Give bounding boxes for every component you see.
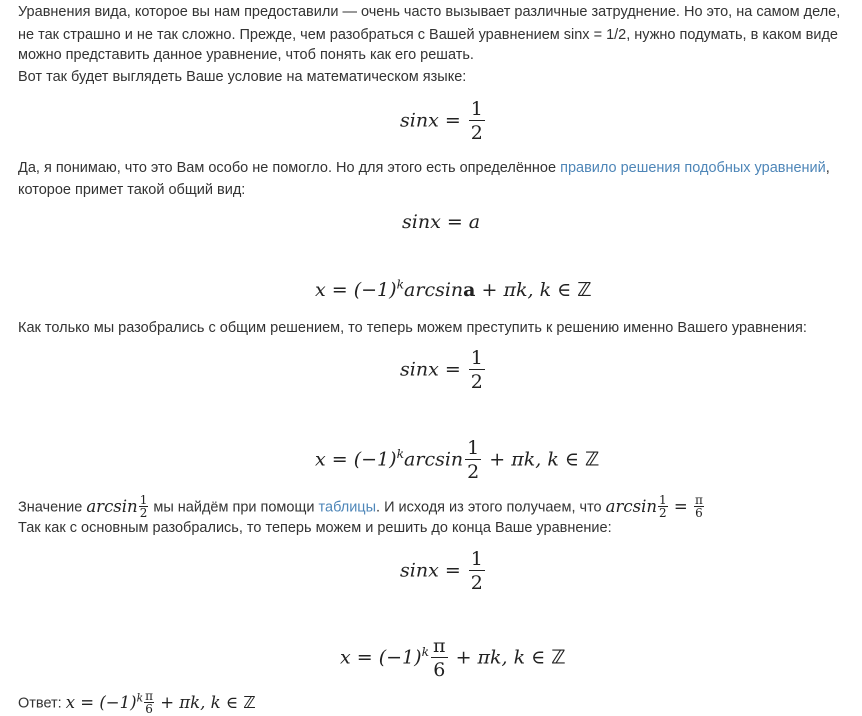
specific-solution-line: Как только мы разобрались с общим решением, то теперь можем преступить к решению именно Вашего уравнения:	[18, 320, 807, 336]
rule-line-2: которое примет такой общий вид:	[18, 182, 246, 198]
equation-sinx-a: sinx = a	[402, 211, 481, 233]
answer-line: Ответ: $x = (-1)^k$ $\frac{\pi}{6}$ + πk, k ∈ ℤ	[18, 689, 256, 716]
equation-sinx-half-1: sinx = $\frac{1}{2}$	[400, 98, 483, 144]
equation-arcsin-half: $x = (-1)^k\arcsin$ $\frac{1}{2}$ + πk, k ∈ ℤ	[315, 437, 600, 483]
intro-line-3: можно представить данное уравнение, чтоб понять как его решать.	[18, 47, 474, 63]
rule-link[interactable]: правило решения подобных уравнений	[560, 160, 826, 176]
rule-line-1: Да, я понимаю, что это Вам особо не помогло. Но для этого есть определённое правило решения подобных уравнений,	[18, 160, 830, 176]
arcsin-value-line: Значение arcsin $\frac{1}{2}$ мы найдём при помощи таблицы. И исходя из этого получаем, что arcsin $\frac{1}{2}$ = $\frac{\pi}{6}$	[18, 493, 703, 520]
equation-sinx-half-2: sinx = $\frac{1}{2}$	[400, 347, 483, 393]
equation-general-solution: $x = (-1)^k\arcsin a + \pi k$, k ∈ ℤ	[315, 277, 592, 301]
intro-line-1: Уравнения вида, которое вы нам предоставили — очень часто вызывает различные затруднение. Но это, на самом деле,	[18, 4, 841, 20]
finish-line: Так как с основным разобрались, то теперь можем и решить до конца Ваше уравнение:	[18, 520, 612, 536]
equation-sinx-half-3: sinx = $\frac{1}{2}$	[400, 548, 483, 594]
table-link[interactable]: таблицы	[318, 499, 377, 516]
equation-final-solution: $x = (-1)^k$ $\frac{\pi}{6}$ + πk, k ∈ ℤ	[340, 635, 566, 681]
intro-line-2: не так страшно и не так сложно. Прежде, чем разобраться с Вашей уравнением sinx = 1/2, нужно подумать, в каком виде	[18, 27, 838, 43]
math-language-line: Вот так будет выглядеть Ваше условие на математическом языке:	[18, 69, 467, 85]
